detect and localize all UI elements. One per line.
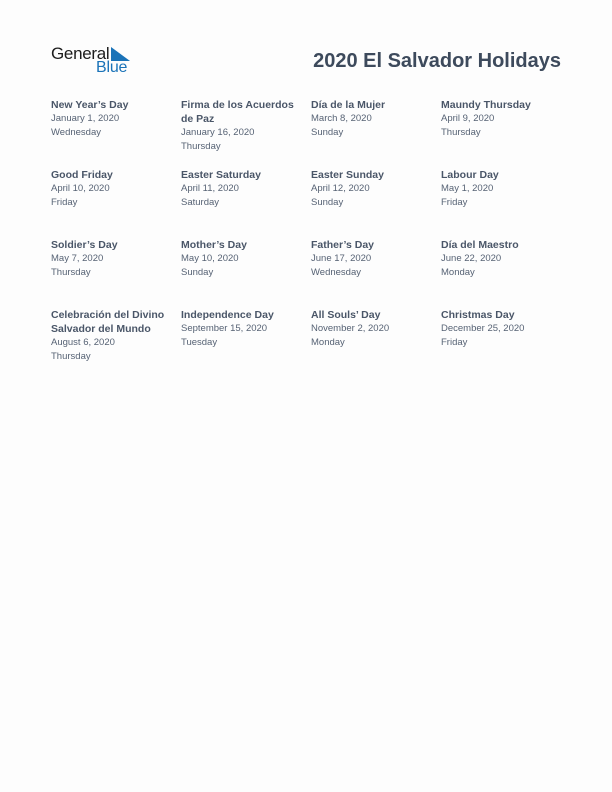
holiday-weekday: Thursday (181, 140, 221, 152)
holiday-entry (181, 238, 311, 308)
holiday-entry (311, 308, 441, 378)
holiday-date: March 8, 2020 (311, 113, 372, 124)
holiday-date: May 7, 2020 (51, 253, 104, 264)
holiday-entry (181, 168, 311, 238)
holiday-entry (441, 238, 571, 308)
holiday-name: Good Friday (51, 169, 113, 181)
holiday-name: Easter Sunday (311, 169, 384, 181)
holiday-date: December 25, 2020 (441, 323, 525, 334)
generalblue-logo (51, 44, 133, 78)
holiday-name: Labour Day (441, 169, 499, 181)
holiday-entry (311, 168, 441, 238)
holiday-weekday: Friday (51, 196, 78, 208)
holiday-entry (51, 98, 181, 168)
holiday-date: May 10, 2020 (181, 253, 239, 264)
page-title: 2020 El Salvador Holidays (313, 50, 561, 72)
holiday-weekday: Thursday (51, 266, 91, 278)
holiday-name: Firma de los Acuerdos de Paz (181, 99, 294, 125)
holiday-entry (51, 308, 181, 378)
holiday-date: January 1, 2020 (51, 113, 120, 124)
holiday-name: Christmas Day (441, 309, 515, 321)
holiday-entry (441, 98, 571, 168)
holiday-weekday: Friday (441, 196, 468, 208)
holiday-weekday: Wednesday (311, 266, 361, 278)
logo-word-blue: Blue (96, 59, 128, 76)
holiday-date: May 1, 2020 (441, 183, 494, 194)
holiday-date: April 12, 2020 (311, 183, 370, 194)
holiday-list (51, 98, 571, 378)
holiday-weekday: Saturday (181, 196, 220, 208)
holiday-date: August 6, 2020 (51, 337, 115, 348)
holiday-entry (311, 238, 441, 308)
holiday-name: Día de la Mujer (311, 99, 386, 111)
holiday-weekday: Monday (441, 266, 475, 278)
holiday-name: Maundy Thursday (441, 99, 531, 111)
holiday-weekday: Friday (441, 336, 468, 348)
holiday-name: Soldier’s Day (51, 239, 118, 251)
holiday-weekday: Sunday (311, 126, 344, 138)
holiday-name: Father’s Day (311, 239, 375, 251)
holiday-entry (441, 168, 571, 238)
holiday-weekday: Monday (311, 336, 345, 348)
holiday-weekday: Tuesday (181, 336, 218, 348)
holiday-weekday: Sunday (311, 196, 344, 208)
holiday-name: Mother’s Day (181, 239, 247, 251)
holiday-date: January 16, 2020 (181, 127, 255, 138)
holiday-date: April 9, 2020 (441, 113, 495, 124)
holiday-name: Independence Day (181, 309, 274, 321)
holiday-date: September 15, 2020 (181, 323, 268, 334)
holiday-entry (441, 308, 571, 378)
logo-word-general: General (51, 44, 110, 63)
holiday-date: June 22, 2020 (441, 253, 502, 264)
holiday-name: Día del Maestro (441, 239, 519, 251)
holiday-entry (311, 98, 441, 168)
holiday-weekday: Thursday (441, 126, 481, 138)
holiday-date: April 10, 2020 (51, 183, 110, 194)
holiday-name: Easter Saturday (181, 169, 261, 181)
holiday-date: April 11, 2020 (181, 183, 239, 194)
holiday-weekday: Wednesday (51, 126, 101, 138)
holiday-entry (51, 168, 181, 238)
holiday-entry (181, 308, 311, 378)
holiday-date: June 17, 2020 (311, 253, 372, 264)
holiday-weekday: Thursday (51, 350, 91, 362)
holiday-name: Celebración del Divino Salvador del Mundo (51, 309, 165, 335)
holiday-date: November 2, 2020 (311, 323, 390, 334)
holiday-entry (181, 98, 311, 168)
holiday-name: All Souls’ Day (311, 309, 381, 321)
holiday-entry (51, 238, 181, 308)
holiday-name: New Year’s Day (51, 99, 129, 111)
holiday-weekday: Sunday (181, 266, 214, 278)
